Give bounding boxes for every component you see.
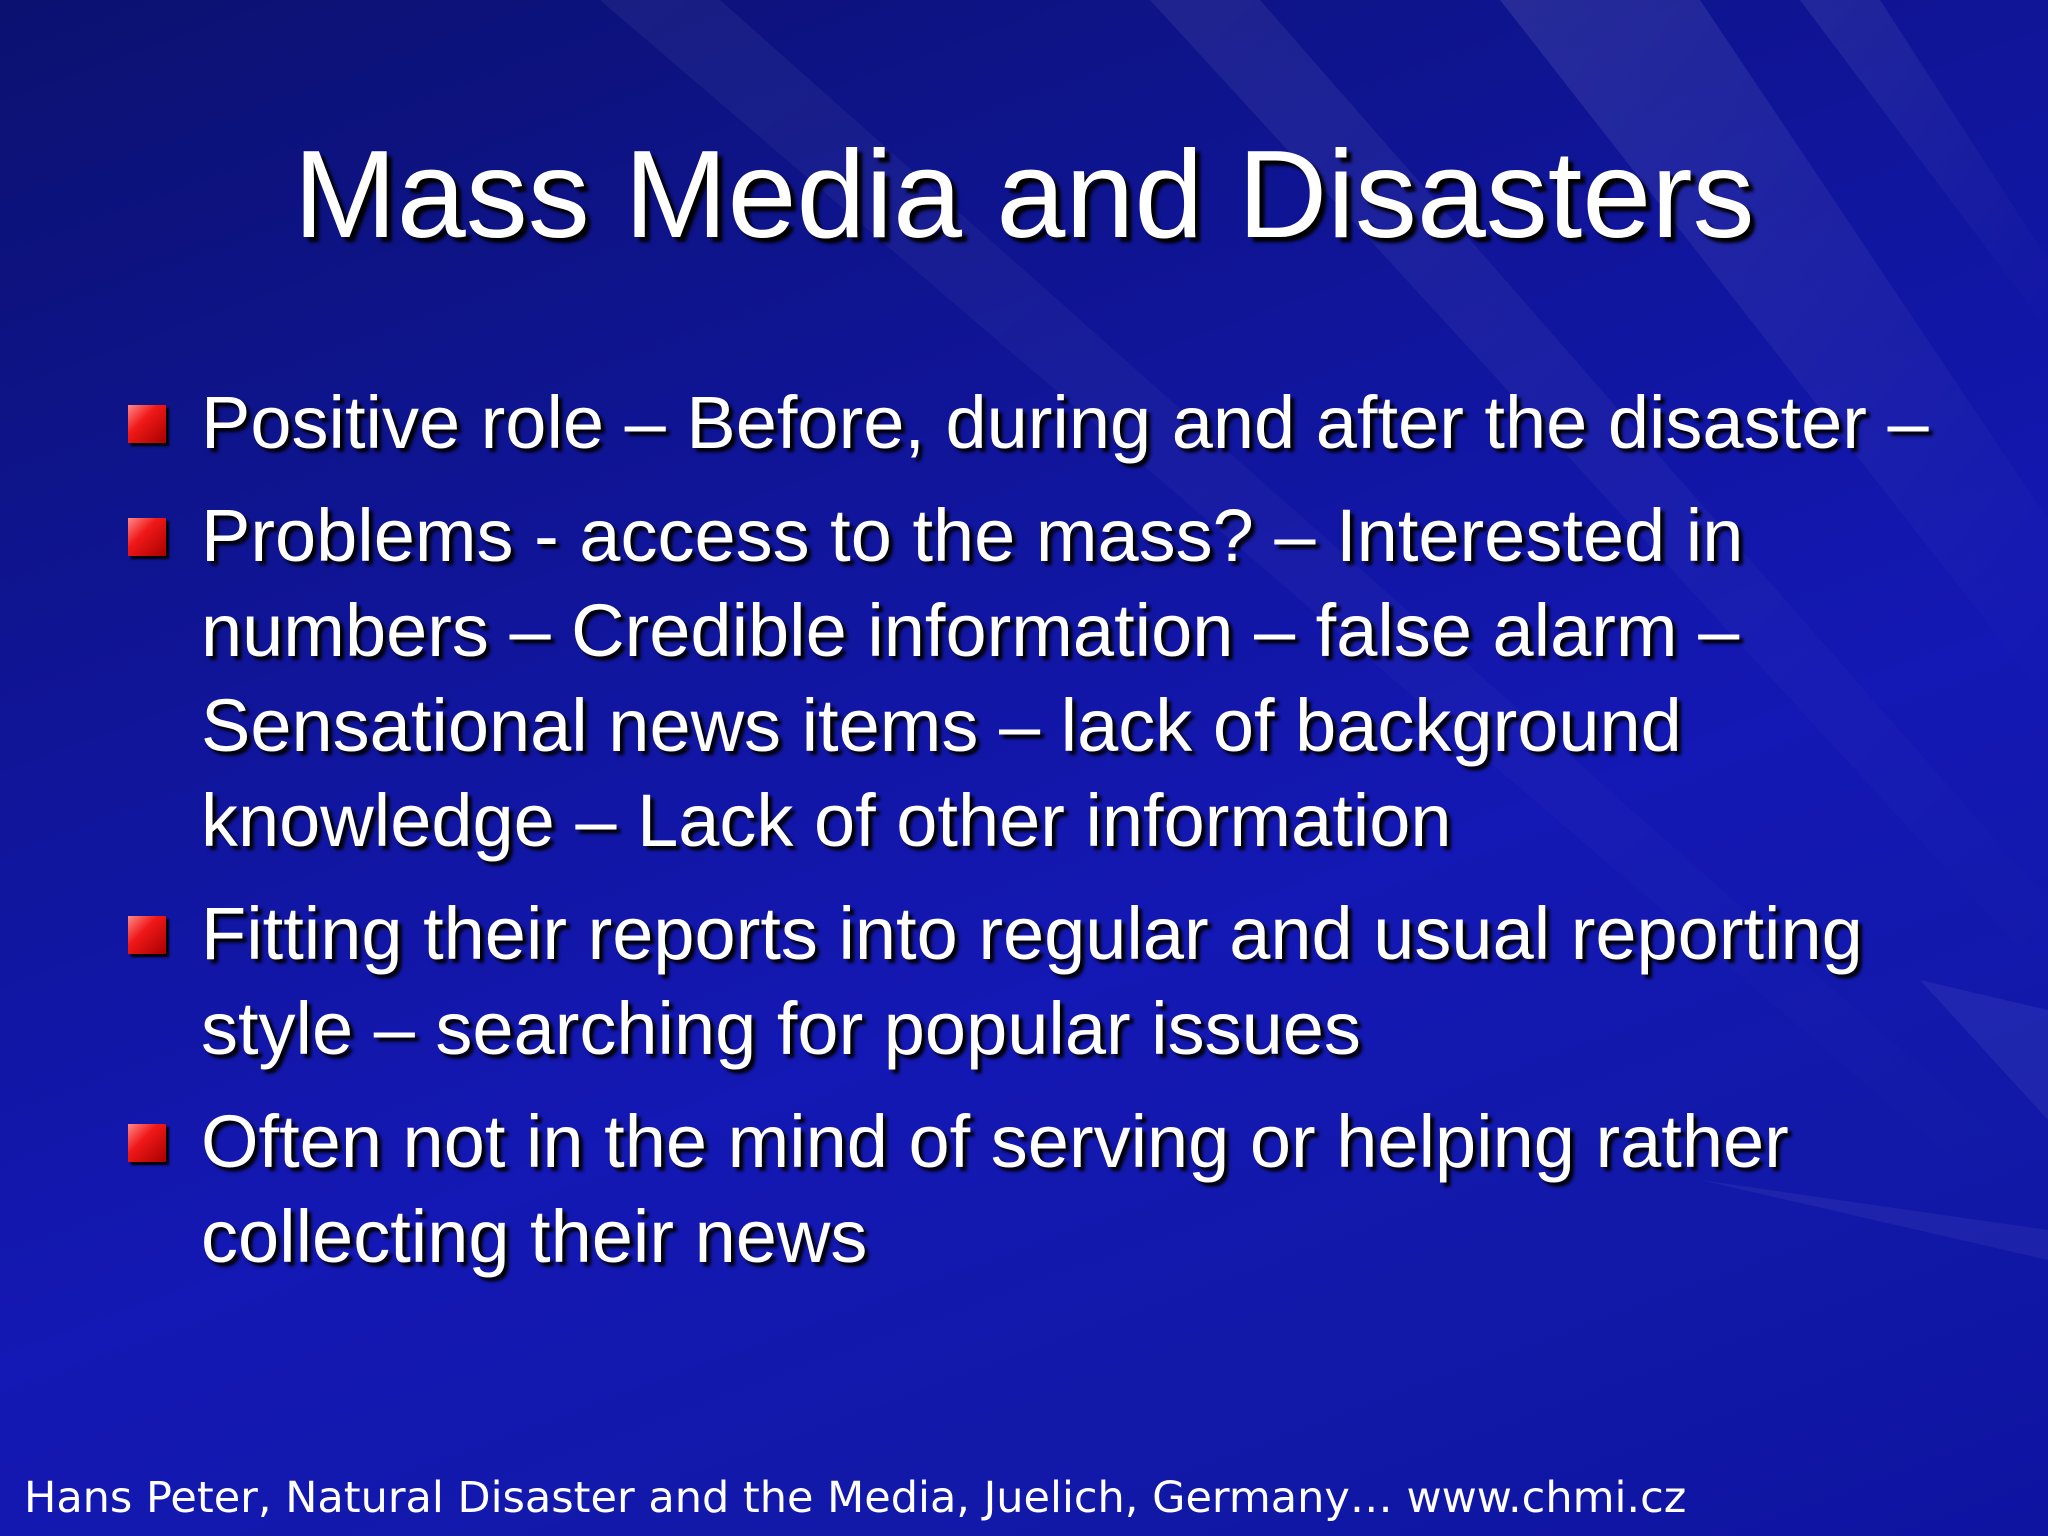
bullet-text: Positive role – Before, during and after the disaster – (201, 381, 1929, 464)
bullet-text: Often not in the mind of serving or helping rather collecting their news (201, 1100, 1789, 1278)
bullet-item (125, 1094, 2005, 1284)
bullet-item (125, 375, 2005, 470)
bullet-square-icon (128, 405, 166, 443)
bullet-square-icon (128, 916, 166, 954)
bullet-square-icon (128, 518, 166, 556)
bullet-item (125, 886, 2005, 1076)
bullet-square-icon (128, 1124, 166, 1162)
bullet-text: Problems - access to the mass? – Interested in numbers – Credible information – false alarm – Sensational news items – lack of background knowledge – Lack of other information (201, 494, 1744, 862)
footer-credit: Hans Peter, Natural Disaster and the Media, Juelich, Germany… www.chmi.cz (24, 1473, 1687, 1523)
bullet-text: Fitting their reports into regular and usual reporting style – searching for popular issues (201, 892, 1863, 1070)
slide-title: Mass Media and Disasters (293, 126, 1755, 264)
bullet-list (125, 375, 2005, 1302)
bullet-item (125, 488, 2005, 868)
